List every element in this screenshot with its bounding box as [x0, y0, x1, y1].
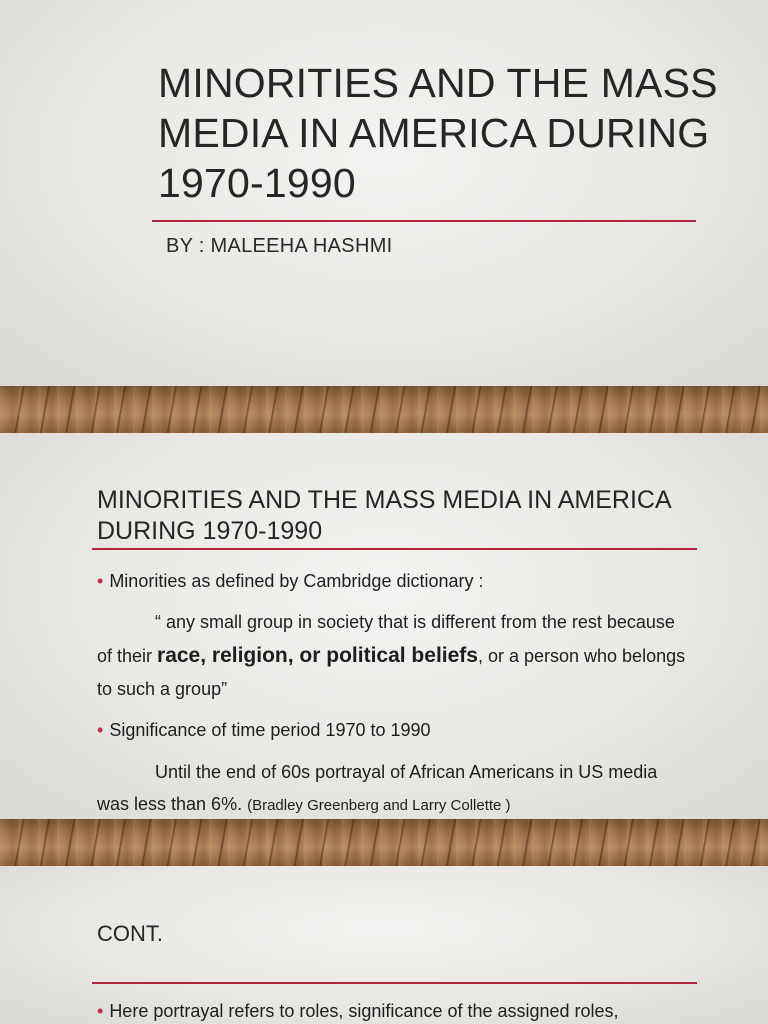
bullet-1-text: Minorities as defined by Cambridge dictionary :	[109, 571, 484, 591]
slide-2-title-rule	[92, 548, 697, 550]
slide-2-title: MINORITIES AND THE MASS MEDIA IN AMERICA DURING 1970-1990	[97, 486, 671, 545]
wood-floor-2	[0, 819, 768, 866]
paragraph-text: Until the end of 60s portrayal of African Americans in US media was less than 6%.	[97, 762, 658, 814]
bullet-2-text: Significance of time period 1970 to 1990	[109, 720, 431, 740]
slide-2-quote	[97, 606, 687, 706]
citation-text: (Bradley Greenberg and Larry Collette )	[247, 797, 511, 814]
slide-1	[0, 0, 768, 386]
slide-1-title: MINORITIES AND THE MASS MEDIA IN AMERICA DURING 1970-1990	[158, 60, 718, 206]
quote-start: “ any small group in society that is different from the rest because of their	[97, 612, 675, 666]
quote-end: , or a person who belongs to such a group”	[97, 646, 686, 699]
bullet-icon: •	[97, 1001, 104, 1021]
quote-emphasis: race, religion, or political beliefs	[157, 644, 478, 667]
slide-1-title-rule	[152, 220, 696, 222]
slide-1-subtitle: BY : MALEEHA HASHMI	[166, 235, 393, 257]
slide-3-title: CONT.	[97, 921, 163, 946]
bullet-icon: •	[97, 720, 104, 740]
slide-2-paragraph	[97, 756, 687, 822]
slide-2-bullet-2	[97, 715, 687, 745]
slide-3-bullet-1-text: Here portrayal refers to roles, significance of the assigned roles,	[109, 1001, 619, 1021]
bullet-icon: •	[97, 571, 104, 591]
slide-3-bullet-1	[97, 996, 697, 1024]
wood-floor-1	[0, 386, 768, 433]
slide-2-bullet-1	[97, 566, 687, 596]
slide-3-title-rule	[92, 982, 697, 984]
